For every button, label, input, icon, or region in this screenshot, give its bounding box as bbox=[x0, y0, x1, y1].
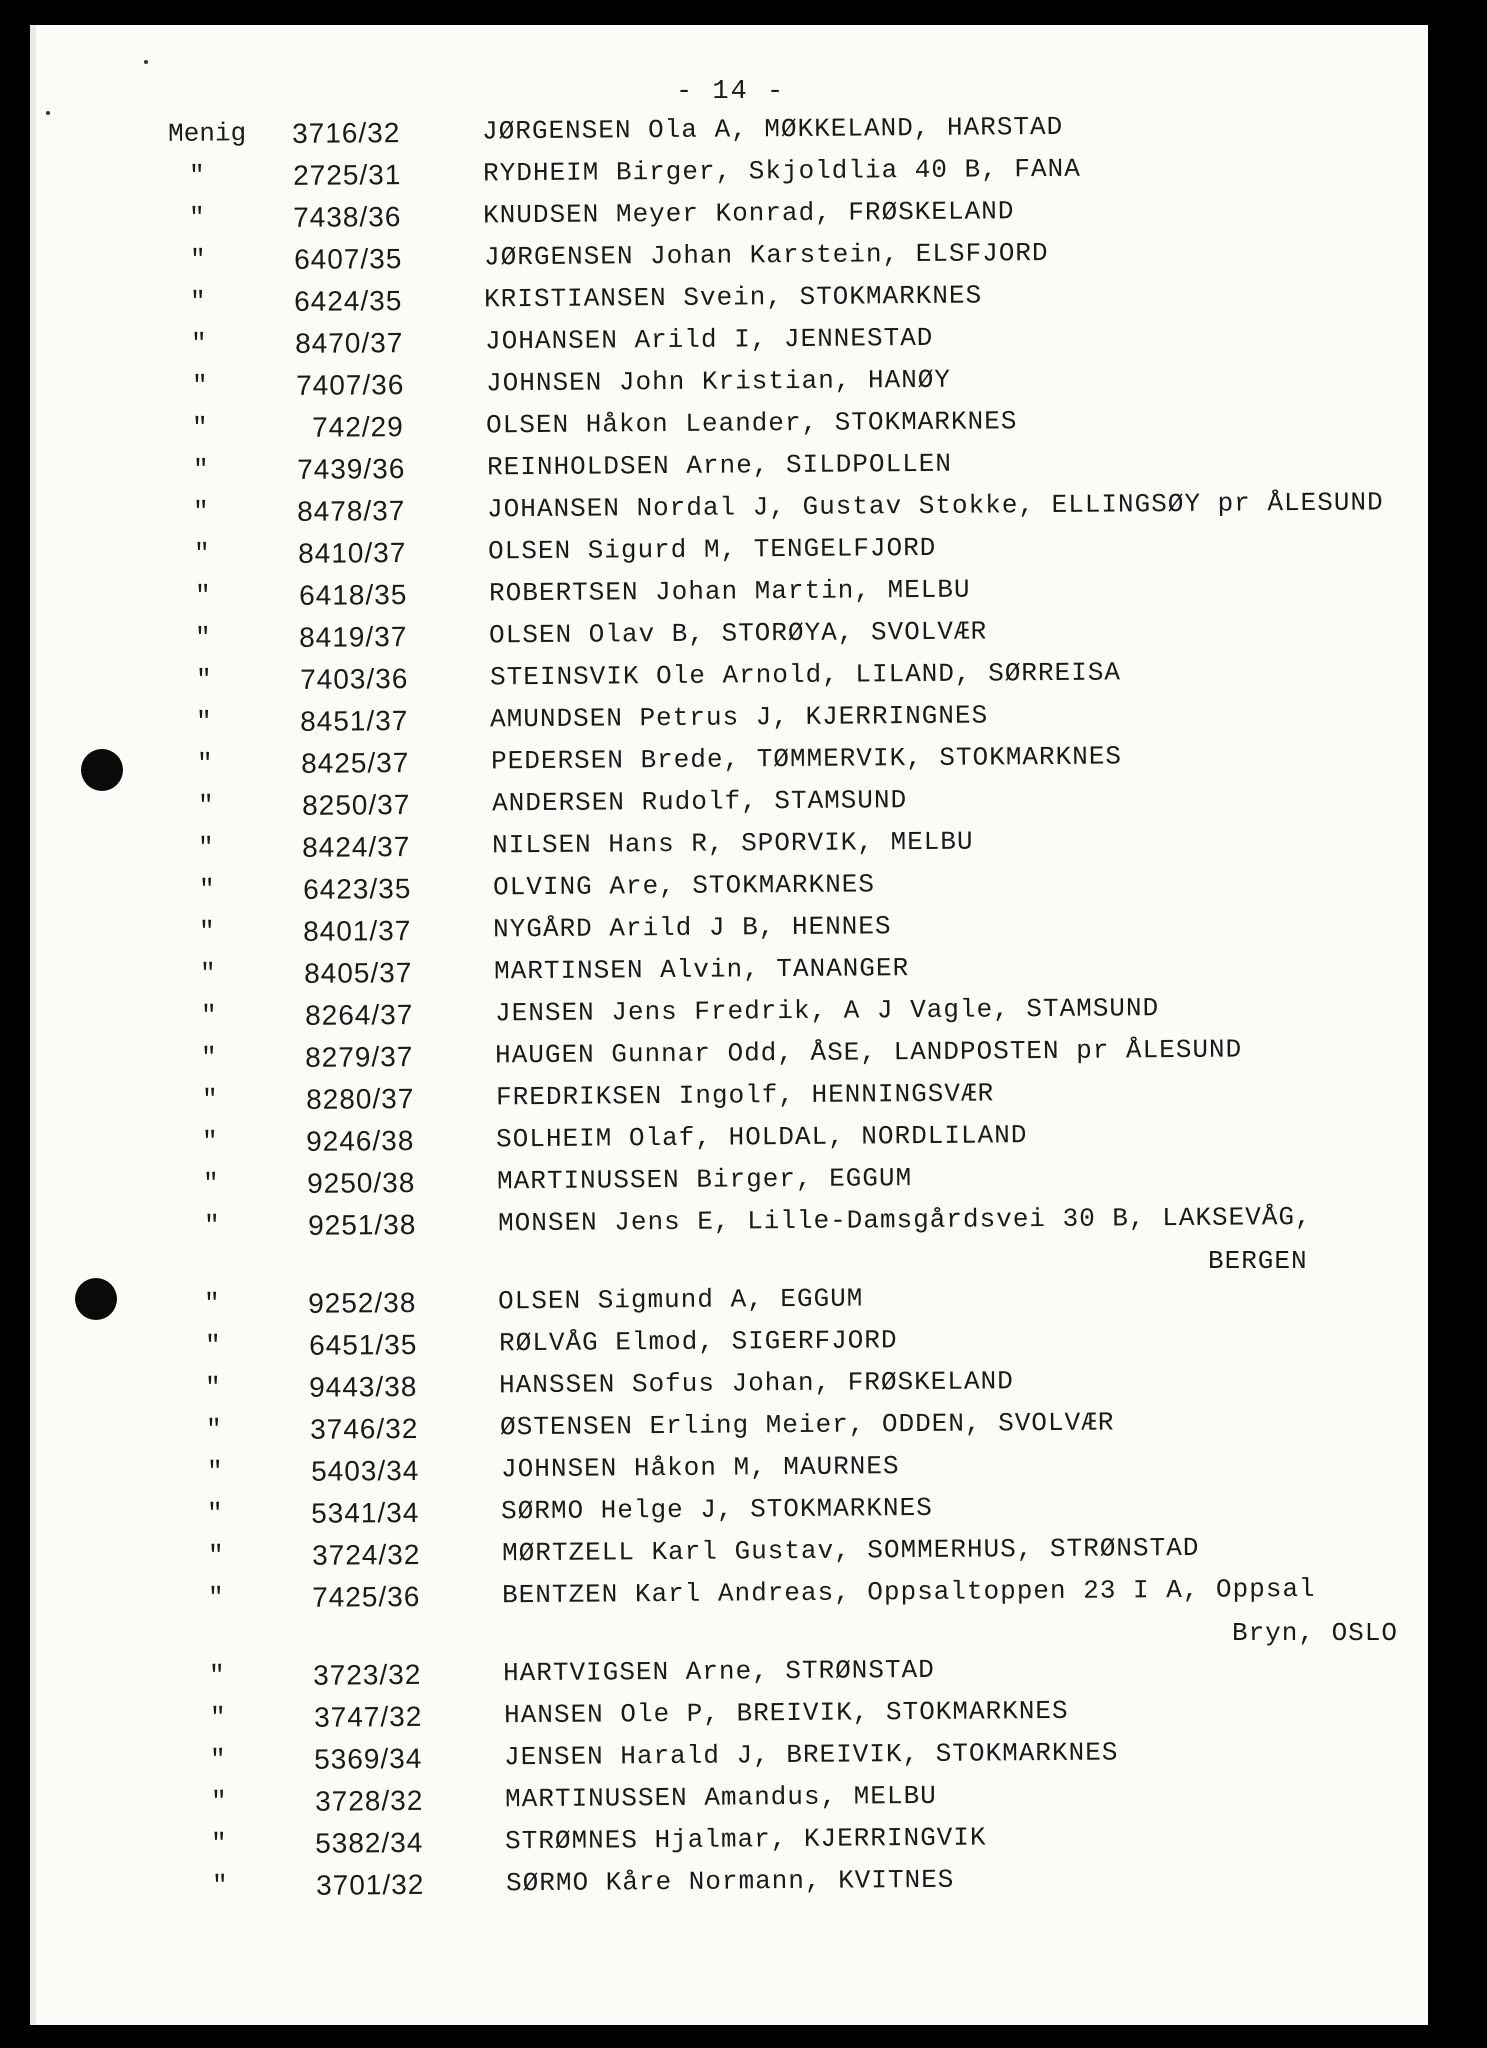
name-address: PEDERSEN Brede, TØMMERVIK, STOKMARKNES bbox=[490, 741, 1123, 777]
name-address: BENTZEN Karl Andreas, Oppsaltoppen 23 I A, Oppsal bbox=[501, 1573, 1316, 1611]
rank: " bbox=[194, 622, 211, 653]
rank: " bbox=[192, 496, 209, 527]
name-address: ANDERSEN Rudolf, STAMSUND bbox=[491, 785, 908, 819]
rank: " bbox=[191, 412, 208, 443]
name-address: SØRMO Kåre Normann, KVITNES bbox=[505, 1864, 955, 1899]
name-address: REINHOLDSEN Arne, SILDPOLLEN bbox=[486, 448, 953, 483]
service-number: 3724/32 bbox=[311, 1538, 421, 1571]
name-address: MARTINUSSEN Amandus, MELBU bbox=[504, 1780, 937, 1815]
address-continuation: Bryn, OSLO bbox=[1231, 1618, 1398, 1648]
rank: " bbox=[211, 1870, 228, 1901]
name-address: JOHNSEN John Kristian, HANØY bbox=[485, 364, 952, 399]
rank: " bbox=[204, 1330, 221, 1361]
name-address: JOHANSEN Nordal J, Gustav Stokke, ELLINGSØY pr ÅLESUND bbox=[486, 487, 1384, 525]
service-number: 8250/37 bbox=[301, 789, 411, 821]
service-number: 8451/37 bbox=[299, 705, 409, 737]
service-number: 8424/37 bbox=[301, 831, 411, 863]
name-address: OLSEN Sigmund A, EGGUM bbox=[497, 1283, 864, 1317]
name-address: JØRGENSEN Johan Karstein, ELSFJORD bbox=[483, 238, 1049, 273]
rank: " bbox=[201, 1084, 218, 1115]
rank: " bbox=[191, 370, 208, 401]
service-number: 3747/32 bbox=[313, 1700, 423, 1733]
punch-hole-upper bbox=[81, 749, 123, 791]
rank: " bbox=[203, 1288, 220, 1319]
rank: " bbox=[209, 1702, 226, 1733]
rank: " bbox=[190, 328, 207, 359]
name-address: JØRGENSEN Ola A, MØKKELAND, HARSTAD bbox=[481, 111, 1064, 147]
rank: " bbox=[205, 1414, 222, 1445]
name-address: FREDRIKSEN Ingolf, HENNINGSVÆR bbox=[495, 1078, 995, 1113]
name-address: MARTINUSSEN Birger, EGGUM bbox=[496, 1163, 913, 1197]
rank: " bbox=[203, 1210, 220, 1241]
rank: " bbox=[194, 580, 211, 611]
name-address: JOHNSEN Håkon M, MAURNES bbox=[500, 1451, 900, 1485]
service-number: 6418/35 bbox=[298, 579, 408, 611]
name-address: KNUDSEN Meyer Konrad, FRØSKELAND bbox=[482, 196, 1015, 231]
service-number: 9250/38 bbox=[306, 1166, 416, 1199]
rank: " bbox=[195, 706, 212, 737]
name-address: OLSEN Håkon Leander, STOKMARKNES bbox=[485, 406, 1018, 441]
rank: " bbox=[200, 1042, 217, 1073]
service-number: 7403/36 bbox=[299, 663, 409, 695]
service-number: 6407/35 bbox=[293, 243, 403, 275]
service-number: 5382/34 bbox=[314, 1826, 424, 1859]
rank: " bbox=[198, 916, 215, 947]
rank: " bbox=[199, 958, 216, 989]
service-number: 3723/32 bbox=[312, 1658, 422, 1691]
name-address: RØLVÅG Elmod, SIGERFJORD bbox=[498, 1325, 898, 1359]
rank: " bbox=[206, 1498, 223, 1529]
service-number: 9252/38 bbox=[307, 1286, 417, 1319]
rank: " bbox=[202, 1168, 219, 1199]
name-address: NILSEN Hans R, SPORVIK, MELBU bbox=[491, 826, 974, 861]
rank: " bbox=[193, 538, 210, 569]
page-number: - 14 - bbox=[676, 77, 786, 107]
name-address: SØRMO Helge J, STOKMARKNES bbox=[500, 1492, 933, 1527]
name-address: HAUGEN Gunnar Odd, ÅSE, LANDPOSTEN pr ÅLESUND bbox=[494, 1034, 1243, 1071]
name-address: HANSEN Ole P, BREIVIK, STOKMARKNES bbox=[503, 1695, 1069, 1731]
rank: " bbox=[204, 1372, 221, 1403]
service-number: 5403/34 bbox=[310, 1454, 420, 1487]
rank: " bbox=[189, 286, 206, 317]
service-number: 8410/37 bbox=[297, 537, 407, 569]
name-address: STEINSVIK Ole Arnold, LILAND, SØRREISA bbox=[489, 657, 1122, 693]
service-number: 7425/36 bbox=[311, 1580, 421, 1613]
name-address: ROBERTSEN Johan Martin, MELBU bbox=[488, 574, 971, 609]
name-address: SOLHEIM Olaf, HOLDAL, NORDLILAND bbox=[495, 1120, 1028, 1155]
name-address: HARTVIGSEN Arne, STRØNSTAD bbox=[502, 1654, 935, 1689]
punch-hole-lower bbox=[75, 1278, 117, 1320]
rank: " bbox=[206, 1456, 223, 1487]
rank: " bbox=[207, 1540, 224, 1571]
service-number: 8405/37 bbox=[303, 956, 413, 989]
service-number: 3701/32 bbox=[315, 1868, 425, 1901]
name-address: MONSEN Jens E, Lille-Damsgårdsvei 30 B, LAKSEVÅG, bbox=[497, 1201, 1312, 1239]
service-number: 8401/37 bbox=[302, 915, 412, 947]
name-address: JENSEN Harald J, BREIVIK, STOKMARKNES bbox=[503, 1737, 1119, 1773]
service-number: 8470/37 bbox=[294, 327, 404, 359]
rank: " bbox=[208, 1660, 225, 1691]
service-number: 7439/36 bbox=[296, 453, 406, 485]
service-number: 8264/37 bbox=[304, 998, 414, 1031]
name-address: KRISTIANSEN Svein, STOKMARKNES bbox=[483, 280, 983, 315]
service-number: 5369/34 bbox=[313, 1742, 423, 1775]
rank: " bbox=[197, 832, 214, 863]
rank: " bbox=[195, 664, 212, 695]
rank: " bbox=[196, 748, 213, 779]
service-number: 9251/38 bbox=[307, 1208, 417, 1241]
name-address: AMUNDSEN Petrus J, KJERRINGNES bbox=[489, 700, 989, 735]
rank: " bbox=[210, 1828, 227, 1859]
service-number: 7438/36 bbox=[292, 201, 402, 233]
rank: " bbox=[201, 1126, 218, 1157]
name-address: OLVING Are, STOKMARKNES bbox=[492, 869, 876, 903]
rank: " bbox=[198, 874, 215, 905]
name-address: RYDHEIM Birger, Skjoldlia 40 B, FANA bbox=[482, 153, 1081, 189]
service-number: 9246/38 bbox=[305, 1124, 415, 1157]
name-address: JOHANSEN Arild I, JENNESTAD bbox=[484, 322, 934, 357]
name-address: MØRTZELL Karl Gustav, SOMMERHUS, STRØNSTAD bbox=[501, 1532, 1200, 1569]
service-number: 3716/32 bbox=[291, 117, 401, 149]
service-number: 6451/35 bbox=[308, 1328, 418, 1361]
service-number: 8280/37 bbox=[305, 1082, 415, 1115]
name-address: ØSTENSEN Erling Meier, ODDEN, SVOLVÆR bbox=[499, 1407, 1115, 1443]
service-number: 5341/34 bbox=[310, 1496, 420, 1529]
rank: " bbox=[209, 1744, 226, 1775]
rank: " bbox=[197, 790, 214, 821]
rank: " bbox=[188, 160, 205, 191]
rank: Menig bbox=[167, 118, 247, 149]
document-page bbox=[30, 25, 1428, 2025]
service-number: 8478/37 bbox=[296, 495, 406, 527]
name-address: MARTINSEN Alvin, TANANGER bbox=[493, 953, 910, 987]
ink-speck bbox=[46, 111, 50, 115]
service-number: 8279/37 bbox=[304, 1040, 414, 1073]
rank: " bbox=[200, 1000, 217, 1031]
service-number: 742/29 bbox=[311, 411, 404, 443]
rank: " bbox=[189, 244, 206, 275]
page-edge bbox=[30, 25, 36, 2025]
name-address: STRØMNES Hjalmar, KJERRINGVIK bbox=[504, 1822, 987, 1857]
rank: " bbox=[192, 454, 209, 485]
name-address: JENSEN Jens Fredrik, A J Vagle, STAMSUND bbox=[494, 993, 1160, 1029]
service-number: 6424/35 bbox=[293, 285, 403, 317]
name-address: NYGÅRD Arild J B, HENNES bbox=[492, 911, 892, 945]
service-number: 2725/31 bbox=[292, 159, 402, 191]
rank: " bbox=[188, 202, 205, 233]
service-number: 8419/37 bbox=[298, 621, 408, 653]
service-number: 3728/32 bbox=[314, 1784, 424, 1817]
service-number: 7407/36 bbox=[295, 369, 405, 401]
ink-speck bbox=[144, 60, 148, 64]
address-continuation: BERGEN bbox=[1208, 1246, 1308, 1276]
rank: " bbox=[210, 1786, 227, 1817]
name-address: OLSEN Olav B, STORØYA, SVOLVÆR bbox=[488, 616, 988, 651]
service-number: 9443/38 bbox=[308, 1370, 418, 1403]
service-number: 8425/37 bbox=[300, 747, 410, 779]
name-address: OLSEN Sigurd M, TENGELFJORD bbox=[487, 532, 937, 567]
service-number: 6423/35 bbox=[302, 873, 412, 905]
name-address: HANSSEN Sofus Johan, FRØSKELAND bbox=[498, 1366, 1014, 1401]
service-number: 3746/32 bbox=[309, 1412, 419, 1445]
rank: " bbox=[207, 1582, 224, 1613]
